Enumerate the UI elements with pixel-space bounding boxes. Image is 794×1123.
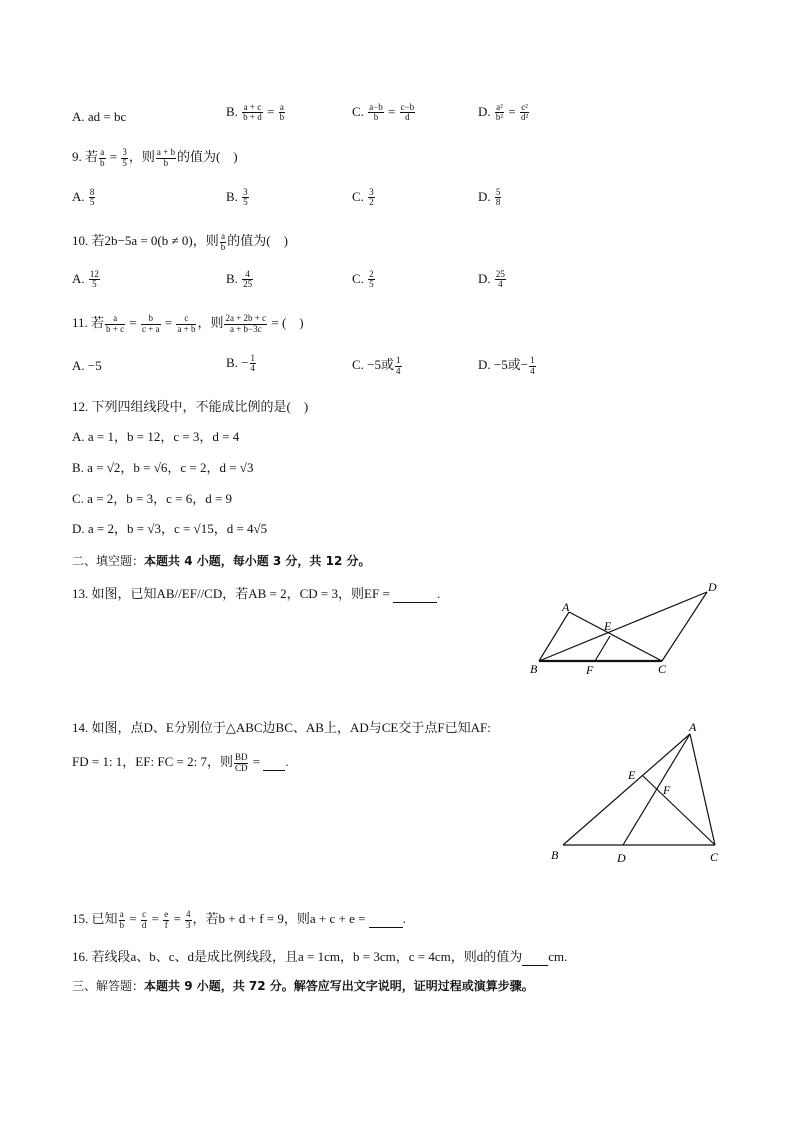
fraction [368,188,375,208]
section-3-text: 本题共 9 小题，共 72 分。解答应写出文字说明，证明过程或演算步骤。 [144,979,534,993]
numerator: 3 [122,147,127,158]
numerator: 1 [396,355,401,366]
q9-option-a [72,188,96,208]
fraction [250,354,257,374]
q10-option-a [72,270,101,290]
option-label: A. [72,188,85,204]
q15-stem: 15. 已知 $\frac{a}{b}$ = $\frac{c}{d}$ = $\frac{e}{f}$ = $\frac{4}{3}$ ，若b + d + f = 9，则a + c + e = . [72,909,406,930]
fraction [89,188,96,208]
denominator: d [405,112,410,123]
segment-ef [595,636,610,661]
numerator: a [119,909,124,920]
fraction [156,148,176,168]
denominator: 5 [89,197,95,208]
denominator: 4 [396,365,401,376]
numerator: a [279,102,284,112]
numerator: e [164,909,169,920]
fraction [141,910,148,930]
numerator: 1 [250,353,256,363]
label-c: C [710,850,719,864]
q11-prefix: 11. 若 [72,315,105,330]
then-text: ，则 [128,149,155,164]
section-2-text: 本题共 4 小题，每小题 3 分，共 12 分。 [144,554,371,568]
q14-end: . [285,754,289,769]
q9-option-d [478,188,502,208]
then-text: ，则 [197,315,224,330]
option-label: D. [478,188,491,204]
fraction [495,188,502,208]
label-b: B [551,848,559,862]
denominator: 4 [250,363,256,374]
numerator: 25 [495,269,505,279]
fraction [242,188,249,208]
q10-option-b [226,270,254,290]
q9-suffix: 的值为( ) [176,149,238,164]
numerator: b [141,314,161,324]
label-d: D [708,580,717,594]
q8-option-c: C. $\frac{a-b}{b}$ = $\frac{c-b}{d}$ [352,102,415,123]
section-2-heading [72,552,370,569]
segment-ab [539,612,569,661]
fraction [520,103,529,123]
option-label: B. − [226,354,249,370]
q11-suffix: = ( ) [268,315,304,330]
q16-end: cm. [548,949,568,964]
q15-suffix: ，若b + d + f = 9，则a + c + e = [192,911,369,926]
q10-option-d [478,270,507,290]
q14-stem-line1: 14. 如图，点D、E分别位于△ABC边BC、AB上，AD与CE交于点F已知AF: [72,720,491,735]
q8-option-d: D. $\frac{\text{a²}}{\text{b²}}$ = $\frac{\text{c²}}{\text{d²}}$ [478,102,529,123]
numerator: a [220,231,225,242]
option-label: D. [478,270,491,286]
fraction [368,103,384,123]
q14-line2-prefix: FD = 1: 1，EF: FC = 2: 7，则 [72,754,233,769]
fraction [242,270,253,290]
q12-option-a: A. a = 1，b = 12，c = 3，d = 4 [72,429,240,444]
fraction [141,314,161,334]
denominator: b + d [243,112,262,123]
denominator: 3 [186,919,191,930]
numerator: 12 [89,269,99,279]
fraction [234,753,249,773]
fraction [220,232,227,252]
q8-option-a [72,109,126,125]
denominator: 5 [369,279,374,290]
q8-option-d-label: D. [478,103,491,119]
q11-option-b [226,354,257,374]
denominator: 4 [530,365,535,376]
denominator: 2 [369,197,374,208]
q9-stem [72,146,238,168]
fraction [400,103,416,123]
q14-figure [544,716,734,868]
numerator: a−b [369,102,383,112]
q16-text: 16. 若线段a、b、c、d是成比例线段，且a = 1cm，b = 3cm，c = 4cm，则d的值为 [72,949,523,964]
numerator: a + c [243,102,262,112]
q12-option-c: C. a = 2，b = 3，c = 6，d = 9 [72,491,233,506]
label-e: E [628,768,636,782]
segment-ce [643,776,715,845]
denominator: b + c [106,323,125,334]
denominator: a + b [177,323,196,334]
answer-blank [393,586,437,603]
answer-blank [263,754,285,771]
fraction [121,148,128,168]
q13-stem [72,583,440,603]
label-e: E [604,619,612,633]
q8-option-c-label: C. [352,103,364,119]
q13-text: 13. 如图，已知AB//EF//CD，若AB = 2，CD = 3，则EF = [72,586,394,601]
option-label: C. [352,188,364,204]
label-d: D [617,851,626,865]
section-3-label: 三、解答题： [72,979,145,993]
denominator: b [373,112,379,123]
denominator: 4 [498,279,503,290]
segment-ab [563,734,690,845]
denominator: 8 [495,197,501,208]
q12-stem: 12. 下列四组线段中，不能成比例的是( ) [72,399,309,414]
denominator: b [100,157,105,168]
numerator: 8 [89,187,95,197]
option-label: B. [226,270,238,286]
q11-stem: 11. 若 $\frac{a}{b + c}$ = $\frac{b}{c + a}$ = $\frac{c}{a + b}$ ，则 $\frac{2a + 2b + c}{a + b-3c}$ = ( ) [72,313,304,334]
numerator: 1 [530,355,535,366]
denominator: b² [495,112,504,123]
label-a: A [562,600,570,614]
q10-stem [72,230,288,252]
numerator: 2a + 2b + c [225,313,267,324]
denominator: d [141,919,147,930]
q14-line2-suffix: = [249,754,264,769]
segment-cd [662,592,707,661]
label-f: F [663,783,671,797]
option-label: D. −5或− [478,357,529,372]
fraction [368,270,375,290]
label-b: B [530,662,538,676]
numerator: 4 [242,270,253,280]
numerator: 4 [186,909,191,920]
fraction [119,910,126,930]
q13-figure [524,578,730,678]
numerator: a² [496,102,503,112]
denominator: b [279,112,285,123]
segment-ac [569,612,662,661]
numerator: BD [234,752,248,763]
q10-suffix: 的值为( ) [227,233,288,248]
q11-option-a [72,358,102,374]
fraction [279,103,286,123]
fraction [176,314,196,334]
option-label: C. [352,270,364,286]
q8-option-b: B. $\frac{a + c}{b + d}$ = $\frac{a}{b}$ [226,102,285,123]
q12-option-d: D. a = 2，b = √3，c = √15，d = 4√5 [72,521,268,536]
fraction [99,148,106,168]
denominator: d² [520,112,529,123]
option-text: A. −5 [72,358,102,373]
denominator: b [119,919,125,930]
segment-ac [690,734,715,845]
q13-end: . [437,586,441,601]
q14-stem-line2 [72,751,289,773]
fraction [242,103,263,123]
q9-option-b [226,188,250,208]
q11-option-c [352,354,403,376]
fraction [105,314,125,334]
q16-stem [72,946,567,966]
denominator: f [164,919,168,930]
numerator: 2 [369,269,374,279]
q15-prefix: 15. 已知 [72,911,118,926]
numerator: c−b [400,102,415,112]
numerator: c [142,909,147,920]
fraction [495,270,506,290]
numerator: c² [521,102,528,112]
denominator: a + b−3c [229,323,262,334]
numerator: 3 [369,187,374,197]
fraction [163,910,169,930]
fraction [395,356,402,376]
q9-prefix: 9. 若 [72,149,99,164]
fraction [529,356,536,376]
section-3-heading [72,977,534,994]
denominator: b [163,157,169,168]
equals: = [106,149,121,164]
q9-option-c [352,188,376,208]
fraction [185,910,192,930]
denominator: b [220,241,226,252]
q11-option-d [478,354,537,376]
q10-prefix: 10. 若2b−5a = 0(b ≠ 0)，则 [72,233,219,248]
q10-option-c [352,270,376,290]
label-f: F [586,663,594,677]
q15-end: . [402,911,406,926]
option-label: A. [72,270,85,286]
label-c: C [658,662,667,676]
q12-option-b: B. a = √2，b = √6，c = 2，d = √3 [72,460,254,475]
denominator: 5 [243,197,248,208]
answer-blank [369,911,403,928]
numerator: a + b [156,147,175,158]
q8-option-b-label: B. [226,103,238,119]
option-label: B. [226,188,238,204]
numerator: 5 [495,187,501,197]
fraction [224,314,267,334]
denominator: 5 [92,279,97,290]
fraction [495,103,504,123]
q8-option-a-text: A. ad = bc [72,109,127,124]
numerator: a [105,314,125,324]
denominator: 5 [122,157,127,168]
answer-blank [522,949,548,966]
option-label: C. −5或 [352,357,395,372]
label-a: A [689,720,697,734]
denominator: CD [234,762,248,773]
numerator: c [176,314,196,324]
numerator: a [100,147,105,158]
section-2-label: 二、填空题： [72,554,145,568]
denominator: c + a [141,323,160,334]
denominator: 25 [243,279,253,290]
fraction [89,270,100,290]
numerator: 3 [243,187,248,197]
